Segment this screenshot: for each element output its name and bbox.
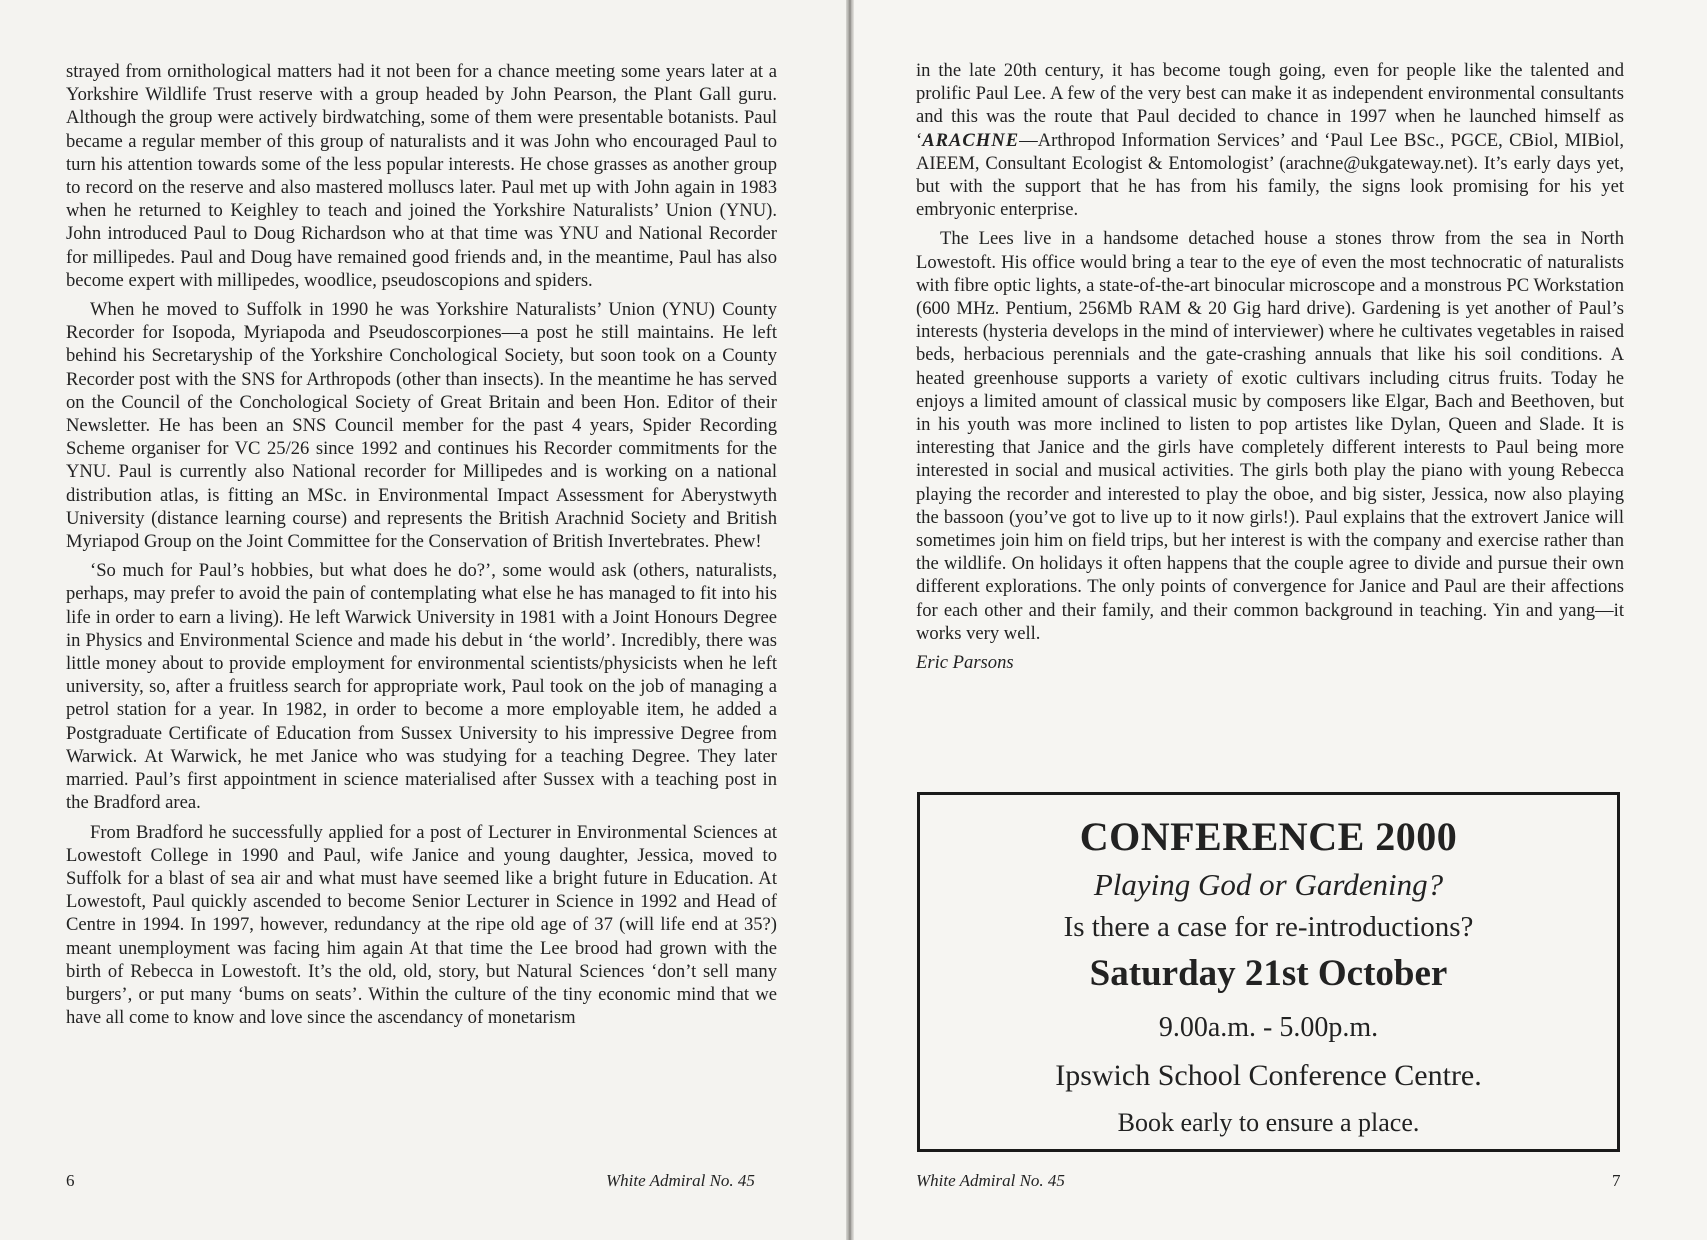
right-paragraph-1-end: —Arthropod Information Services’ and ‘Paul Lee BSc., PGCE, CBiol, MIBiol, AIEEM, Consultant Ecologist & Entomologist’ (arachne@ukgateway.net). It’s early days yet, but with the support that he has from his family, the signs look promising for his yet embryonic enterprise. (916, 129, 1624, 221)
conference-title: CONFERENCE 2000 (1079, 814, 1458, 859)
conference-subtitle: Playing God or Gardening? (1093, 867, 1444, 902)
book-gutter (846, 0, 854, 1240)
right-paragraph-1-start: in the late 20th century, it has become tough going, even for people like the talented and prolific Paul Lee. A few of the very best can make it as independent environmental consultants and this was the route that Paul decided to chance in 1997 when he launched himself as ‘ (916, 60, 1624, 151)
left-page-number: 6 (66, 1171, 75, 1190)
left-paragraph-3: ‘So much for Paul’s hobbies, but what does he do?’, some would ask (others, naturalists, perhaps, may prefer to avoid the pain of contemplating what else he has managed to fit into his life in order to earn a living). He left Warwick University in 1981 with a Joint Honours Degree in Physics and Environmental Science and made his debut in ‘the world’. Incredibly, there was little money about to provide employment for environmental scientists/physicists when he left university, so, after a fruitless search for appropriate work, Paul took on the job of managing a petrol station for a year. In 1982, in order to become a more employable item, he added a Postgraduate Certificate of Education from Sussex University to his impressive Degree from Warwick. At Warwick, he met Janice who was studying for a teaching Degree. They later married. Paul’s first appointment in science materialised after Sussex with a teaching post in the Bradford area. (66, 560, 777, 814)
right-paragraph-2: The Lees live in a handsome detached house a stones throw from the sea in North Lowestoft. His office would bring a tear to the eye of even the most technocratic of naturalists with fibre optic lights, a state-of-the-art binocular microscope and a monstrous PC Workstation (600 MHz. Pentium, 256Mb RAM & 20 Gig hard drive). Gardening is yet another of Paul’s interests (hysteria develops in the mind of interviewer) where he cultivates vegetables in raised beds, herbacious perennials and the gate-crashing annuals that like his soil conditions. A heated greenhouse supports a variety of exotic cultivars including citrus fruits. Today he enjoys a limited amount of classical music by composers like Elgar, Bach and Beethoven, but in his youth was more inclined to listen to pop artistes like Dylan, Queen and Slade. It is interesting that Janice and the girls have completely different interests to Paul being more interested in social and musical activities. The girls both play the piano with young Rebecca playing the recorder and interested to play the oboe, and big sister, Jessica, now also playing the bassoon (you’ve got to live up to it now girls!). Paul explains that the extrovert Janice will sometimes join him on field trips, but her interest is with the company and exercise rather than the wildlife. On holidays it often happens that the couple agree to divide and pursue their own different explorations. The only points of convergence for Janice and Paul are their affections for each other and their family, and their common background in teaching. Yin and yang—it works very well. (916, 228, 1624, 644)
article-author: Eric Parsons (916, 652, 1014, 674)
left-text-column (66, 60, 777, 1035)
left-paragraph-4: From Bradford he successfully applied for a post of Lecturer in Environmental Sciences at Lowestoft College in 1990 and Paul, wife Janice and young daughter, Jessica, moved to Suffolk for a blast of sea air and what must have seemed like a bright future in Education. At Lowestoft, Paul quickly ascended to become Senior Lecturer in Science in 1992 and Head of Centre in 1994. In 1997, however, redundancy at the ripe old age of 37 (will life end at 35?) meant unemployment was facing him again At that time the Lee brood had grown with the birth of Rebecca in Lowestoft. It’s the old, old, story, but Natural Sciences ‘don’t sell many burgers’, or put many ‘bums on seats’. Within the culture of the tiny economic mind that we have all come to know and love since the ascendancy of monetarism (66, 821, 777, 1029)
left-paragraph-1: strayed from ornithological matters had it not been for a chance meeting some years later at a Yorkshire Wildlife Trust reserve with a group headed by John Pearson, the Plant Gall guru. Although the group were actively birdwatching, some of them were presentable botanists. Paul became a regular member of this group of naturalists and it was John who encouraged Paul to turn his attention towards some of the less popular interests. He chose grasses as another group to record on the reserve and also mastered molluscs later. Paul met up with John again in 1983 when he returned to Keighley to teach and joined the Yorkshire Naturalists’ Union (YNU). John introduced Paul to Doug Richardson who at that time was YNU and National Recorder for millipedes. Paul and Doug have remained good friends and, in the meantime, Paul has also become expert with millipedes, woodlice, pseudoscopions and spiders. (66, 61, 777, 291)
right-page-number: 7 (1612, 1171, 1621, 1190)
left-running-footer: White Admiral No. 45 (606, 1171, 755, 1190)
conference-venue: Ipswich School Conference Centre. (1055, 1059, 1482, 1092)
conference-question: Is there a case for re-introductions? (1063, 911, 1474, 943)
conference-advert-box (917, 792, 1620, 1152)
left-paragraph-2: When he moved to Suffolk in 1990 he was Yorkshire Naturalists’ Union (YNU) County Recorder for Isopoda, Myriapoda and Pseudoscorpiones—a post he still maintains. He left behind his Secretaryship of the Yorkshire Conchological Society, but soon took on a County Recorder post with the SNS for Arthropods (other than insects). In the meantime he has served on the Council of the Conchological Society of Great Britain and been Hon. Editor of their Newsletter. He has been an SNS Council member for the past 4 years, Spider Recording Scheme organiser for VC 25/26 since 1992 and continues his Recorder commitments for the YNU. Paul is currently also National recorder for Millipedes and is working on a national distribution atlas, is fitting an MSc. in Environmental Impact Assessment for Aberystwyth University (distance learning course) and represents the British Arachnid Society and British Myriapod Group on the Joint Committee for the Conservation of British Invertebrates. Phew! (66, 299, 777, 553)
arachne-logo-text: ARACHNE (922, 129, 1020, 151)
conference-booking-note: Book early to ensure a place. (1117, 1108, 1420, 1137)
conference-date: Saturday 21st October (1089, 953, 1448, 994)
conference-time: 9.00a.m. - 5.00p.m. (1158, 1012, 1379, 1043)
right-running-footer: White Admiral No. 45 (916, 1171, 1065, 1190)
right-paragraph-1 (916, 59, 1624, 221)
right-text-column (916, 59, 1624, 680)
